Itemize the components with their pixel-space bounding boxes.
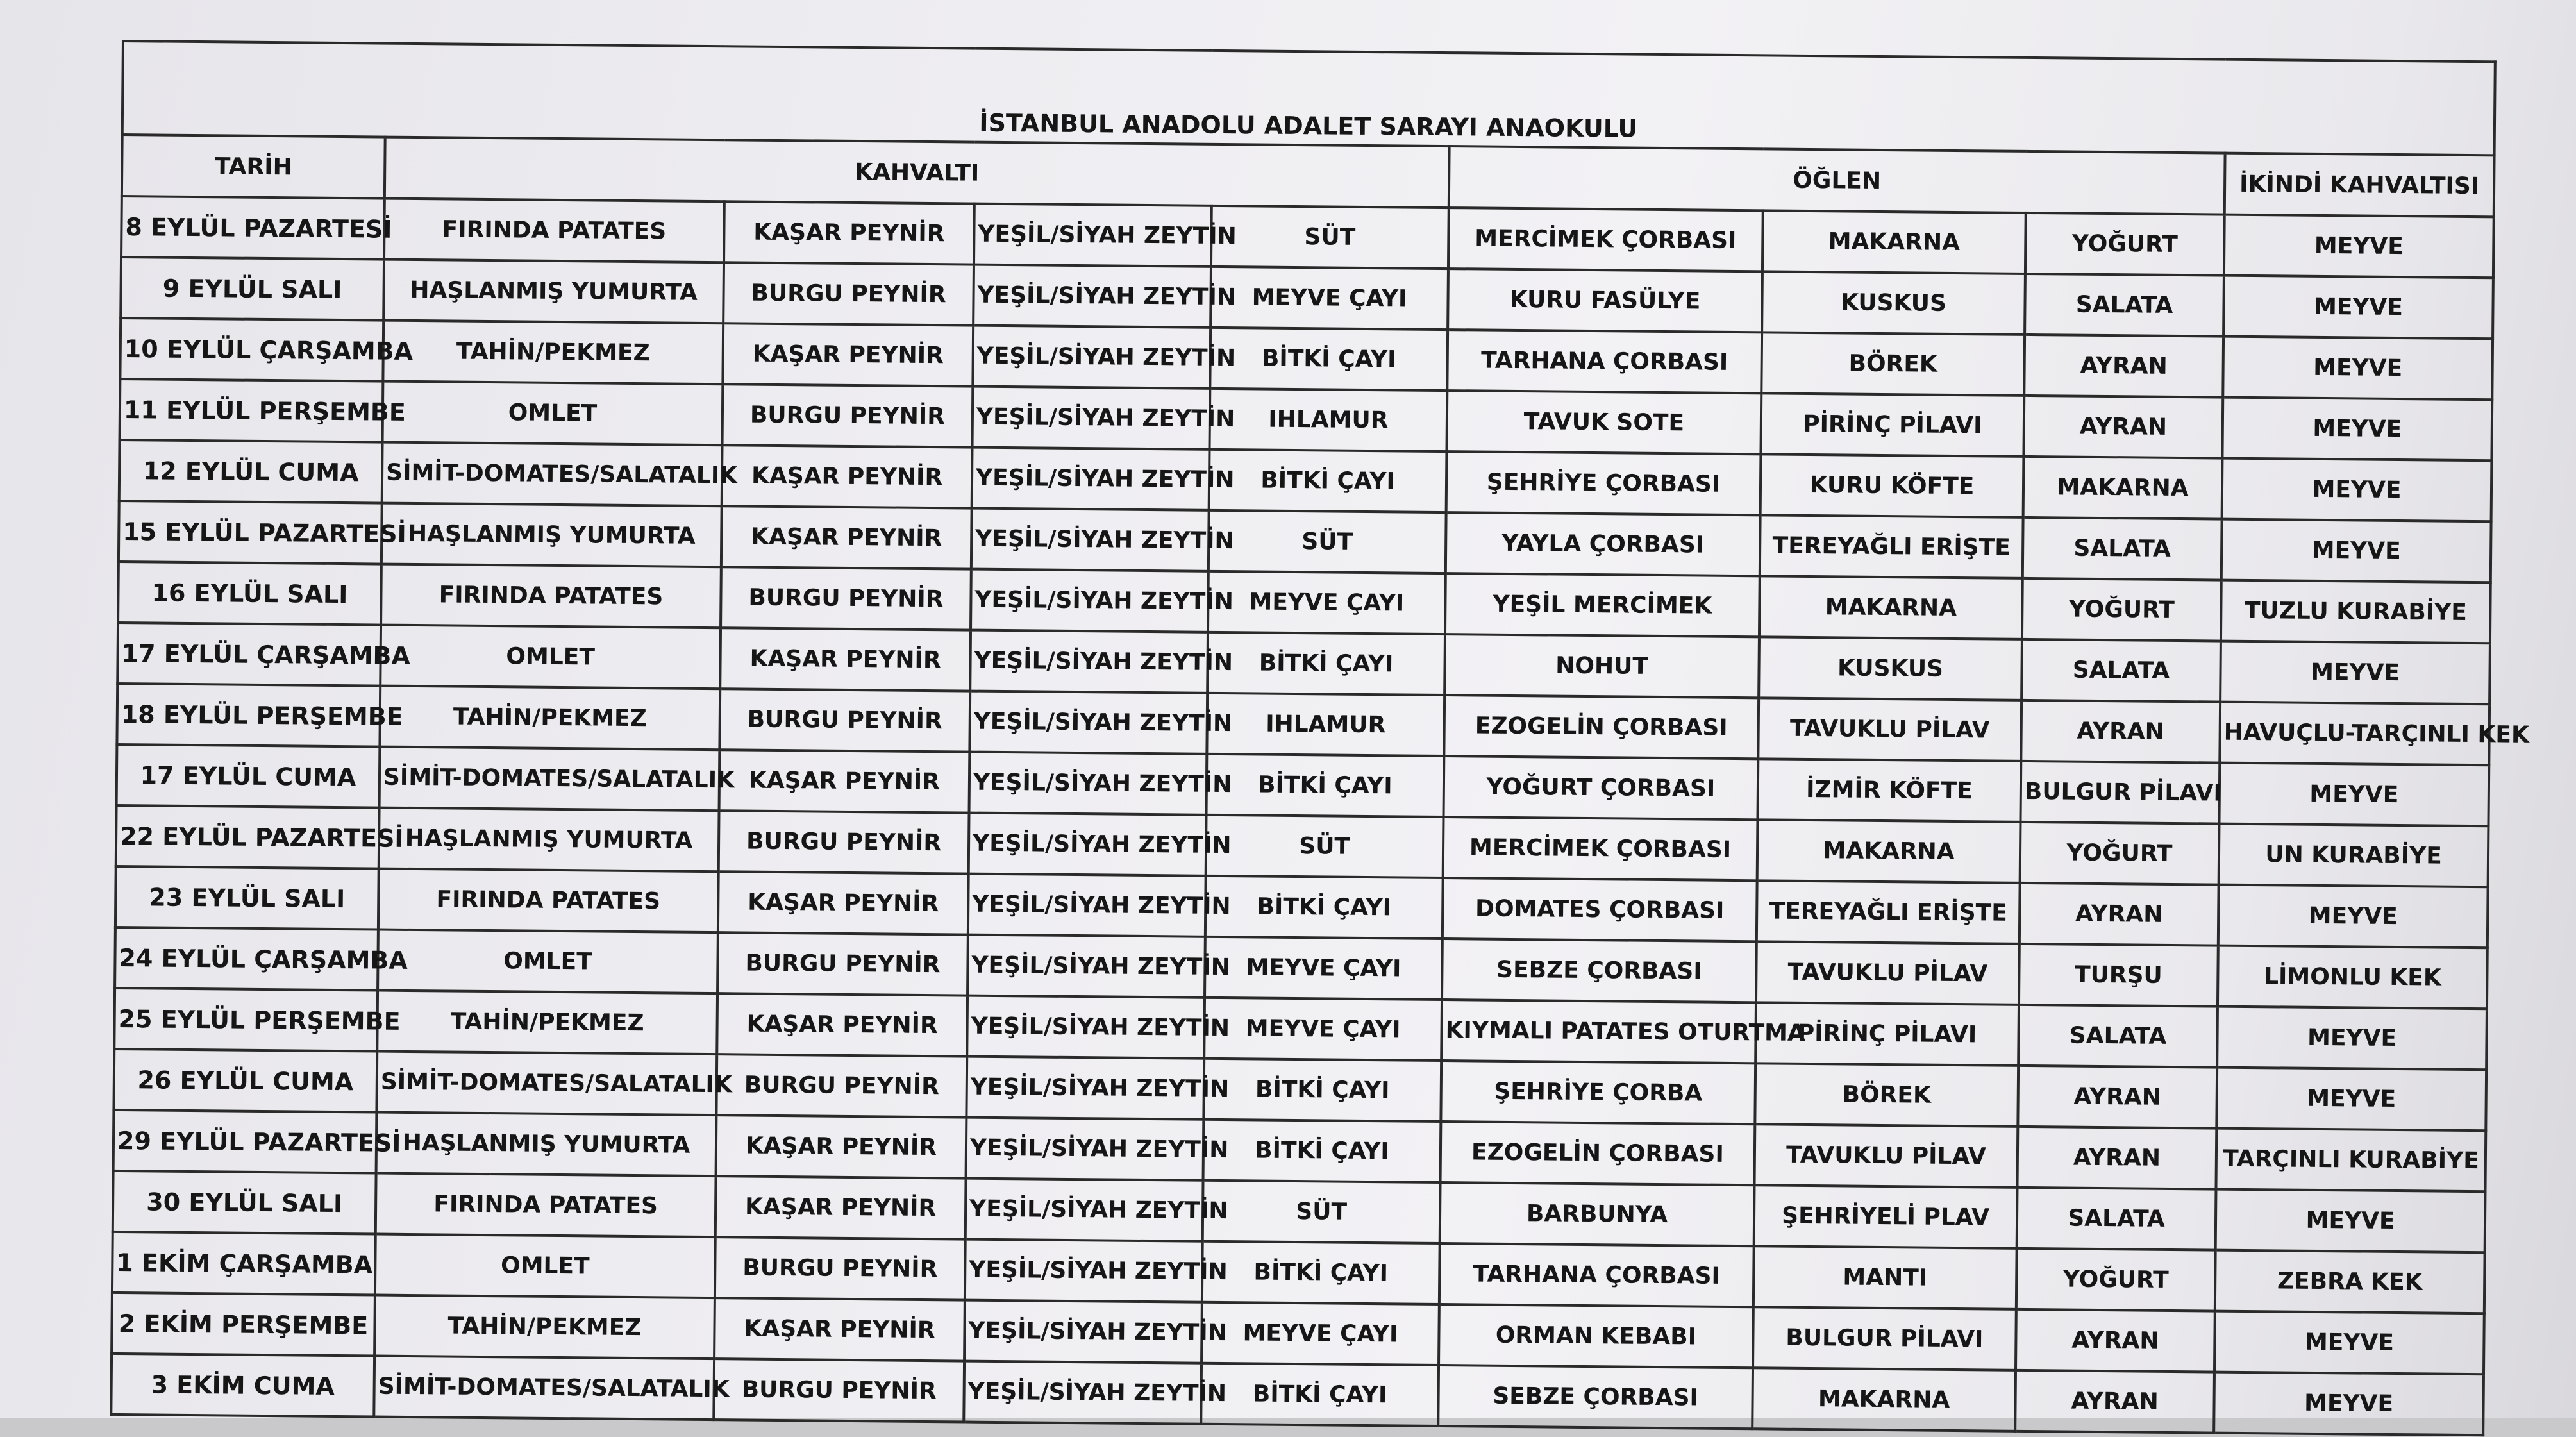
lunch-main-cell: TAVUKLU PİLAV: [1756, 941, 2020, 1005]
afternoon-snack-cell: ZEBRA KEK: [2215, 1250, 2485, 1314]
lunch-side-cell: AYRAN: [2020, 883, 2219, 946]
breakfast-main-cell: OMLET: [378, 930, 718, 994]
breakfast-olive-cell: YEŞİL/SİYAH ZEYTİN: [969, 691, 1207, 754]
breakfast-main-cell: TAHİN/PEKMEZ: [380, 686, 720, 750]
breakfast-drink-cell: SÜT: [1203, 1181, 1441, 1243]
afternoon-snack-cell: MEYVE: [2216, 1189, 2486, 1253]
afternoon-snack-cell: MEYVE: [2214, 1311, 2484, 1375]
date-cell: 15 EYLÜL PAZARTESİ: [119, 501, 382, 564]
afternoon-snack-cell: MEYVE: [2221, 519, 2491, 583]
date-cell: 3 EKİM CUMA: [111, 1354, 374, 1417]
afternoon-snack-cell: MEYVE: [2218, 885, 2488, 948]
breakfast-cheese-cell: KAŞAR PEYNİR: [719, 750, 970, 812]
breakfast-olive-cell: YEŞİL/SİYAH ZEYTİN: [971, 508, 1209, 571]
date-cell: 24 EYLÜL ÇARŞAMBA: [115, 927, 378, 991]
breakfast-drink-cell: IHLAMUR: [1209, 389, 1447, 451]
breakfast-drink-cell: MEYVE ÇAYI: [1205, 937, 1443, 1000]
breakfast-cheese-cell: KAŞAR PEYNİR: [724, 201, 974, 264]
breakfast-cheese-cell: BURGU PEYNİR: [715, 1237, 966, 1300]
breakfast-cheese-cell: KAŞAR PEYNİR: [715, 1176, 966, 1239]
afternoon-snack-cell: MEYVE: [2220, 641, 2490, 705]
breakfast-drink-cell: BİTKİ ÇAYI: [1205, 876, 1443, 939]
breakfast-olive-cell: YEŞİL/SİYAH ZEYTİN: [969, 752, 1207, 815]
breakfast-drink-cell: BİTKİ ÇAYI: [1203, 1059, 1441, 1122]
breakfast-main-cell: FIRINDA PATATES: [381, 564, 721, 628]
breakfast-cheese-cell: KAŞAR PEYNİR: [721, 506, 972, 569]
breakfast-cheese-cell: KAŞAR PEYNİR: [720, 628, 971, 691]
breakfast-cheese-cell: BURGU PEYNİR: [716, 1054, 967, 1117]
lunch-main-cell: MAKARNA: [1762, 210, 2026, 274]
lunch-main-cell: TAVUKLU PİLAV: [1758, 698, 2021, 761]
breakfast-main-cell: SİMİT-DOMATES/SALATALIK: [376, 1052, 717, 1116]
lunch-side-cell: AYRAN: [2024, 335, 2223, 398]
breakfast-olive-cell: YEŞİL/SİYAH ZEYTİN: [967, 935, 1205, 998]
menu-document: [110, 40, 2530, 1417]
breakfast-drink-cell: SÜT: [1206, 815, 1444, 878]
afternoon-snack-cell: HAVUÇLU-TARÇINLI KEK: [2220, 702, 2489, 766]
lunch-soup-cell: DOMATES ÇORBASI: [1443, 878, 1757, 941]
breakfast-cheese-cell: BURGU PEYNİR: [723, 262, 974, 325]
lunch-side-cell: AYRAN: [2017, 1127, 2216, 1189]
lunch-side-cell: SALATA: [2017, 1188, 2216, 1250]
lunch-soup-cell: YOĞURT ÇORBASI: [1444, 756, 1759, 819]
header-date: TARİH: [122, 135, 385, 199]
breakfast-drink-cell: BİTKİ ÇAYI: [1207, 754, 1444, 817]
afternoon-snack-cell: TUZLU KURABİYE: [2221, 580, 2491, 644]
lunch-main-cell: BÖREK: [1761, 332, 2025, 396]
afternoon-snack-cell: UN KURABİYE: [2219, 824, 2489, 887]
date-cell: 29 EYLÜL PAZARTESİ: [113, 1110, 377, 1173]
menu-table: [110, 40, 2530, 1436]
breakfast-drink-cell: BİTKİ ÇAYI: [1203, 1120, 1441, 1182]
breakfast-olive-cell: YEŞİL/SİYAH ZEYTİN: [967, 996, 1205, 1059]
date-cell: 11 EYLÜL PERŞEMBE: [120, 379, 383, 442]
breakfast-main-cell: FIRINDA PATATES: [378, 869, 719, 933]
lunch-soup-cell: ORMAN KEBABI: [1439, 1304, 1753, 1368]
lunch-main-cell: MANTI: [1753, 1246, 2017, 1309]
breakfast-cheese-cell: KAŞAR PEYNİR: [723, 323, 973, 386]
date-cell: 23 EYLÜL SALI: [115, 866, 379, 930]
lunch-soup-cell: YAYLA ÇORBASI: [1446, 512, 1761, 576]
lunch-side-cell: SALATA: [2023, 517, 2222, 580]
breakfast-cheese-cell: BURGU PEYNİR: [714, 1359, 964, 1422]
lunch-main-cell: KURU KÖFTE: [1761, 454, 2024, 517]
lunch-main-cell: PİRİNÇ PİLAVI: [1755, 1002, 2019, 1066]
breakfast-main-cell: SİMİT-DOMATES/SALATALIK: [380, 747, 720, 811]
lunch-main-cell: TEREYAĞLI ERİŞTE: [1760, 515, 2023, 578]
breakfast-main-cell: HAŞLANMIŞ YUMURTA: [376, 1113, 717, 1177]
breakfast-olive-cell: YEŞİL/SİYAH ZEYTİN: [973, 326, 1210, 389]
breakfast-main-cell: FIRINDA PATATES: [384, 199, 724, 263]
breakfast-main-cell: OMLET: [383, 382, 723, 446]
date-cell: 12 EYLÜL CUMA: [119, 440, 383, 503]
breakfast-cheese-cell: KAŞAR PEYNİR: [722, 445, 973, 508]
breakfast-drink-cell: SÜT: [1211, 206, 1449, 269]
header-afternoon-snack: İKİNDİ KAHVALTISI: [2225, 153, 2495, 217]
breakfast-olive-cell: YEŞİL/SİYAH ZEYTİN: [964, 1361, 1201, 1424]
breakfast-main-cell: SİMİT-DOMATES/SALATALIK: [374, 1356, 714, 1420]
afternoon-snack-cell: MEYVE: [2224, 215, 2494, 278]
afternoon-snack-cell: MEYVE: [2219, 763, 2489, 827]
afternoon-snack-cell: MEYVE: [2216, 1068, 2486, 1131]
lunch-main-cell: MAKARNA: [1759, 576, 2023, 639]
breakfast-olive-cell: YEŞİL/SİYAH ZEYTİN: [966, 1179, 1203, 1241]
lunch-soup-cell: BARBUNYA: [1440, 1182, 1755, 1246]
lunch-main-cell: PİRİNÇ PİLAVI: [1761, 393, 2024, 457]
date-cell: 22 EYLÜL PAZARTESİ: [116, 805, 380, 869]
breakfast-main-cell: HAŞLANMIŞ YUMURTA: [381, 503, 722, 567]
lunch-side-cell: AYRAN: [2018, 1066, 2217, 1129]
lunch-soup-cell: MERCİMEK ÇORBASI: [1448, 208, 1763, 271]
header-breakfast: KAHVALTI: [385, 137, 1450, 208]
breakfast-drink-cell: IHLAMUR: [1207, 693, 1444, 756]
lunch-side-cell: SALATA: [2021, 639, 2221, 702]
breakfast-drink-cell: MEYVE ÇAYI: [1208, 571, 1446, 634]
date-cell: 26 EYLÜL CUMA: [113, 1049, 377, 1113]
date-cell: 18 EYLÜL PERŞEMBE: [117, 684, 380, 747]
breakfast-main-cell: SİMİT-DOMATES/SALATALIK: [382, 442, 723, 507]
lunch-main-cell: ŞEHRİYELİ PLAV: [1754, 1185, 2018, 1248]
breakfast-main-cell: HAŞLANMIŞ YUMURTA: [383, 260, 724, 324]
breakfast-drink-cell: MEYVE ÇAYI: [1204, 998, 1442, 1061]
lunch-main-cell: TAVUKLU PİLAV: [1755, 1124, 2018, 1188]
lunch-soup-cell: EZOGELİN ÇORBASI: [1441, 1122, 1755, 1185]
breakfast-drink-cell: BİTKİ ÇAYI: [1209, 450, 1447, 512]
afternoon-snack-cell: MEYVE: [2223, 276, 2493, 339]
breakfast-drink-cell: SÜT: [1209, 510, 1446, 573]
breakfast-olive-cell: YEŞİL/SİYAH ZEYTİN: [972, 448, 1210, 510]
afternoon-snack-cell: MEYVE: [2214, 1372, 2484, 1436]
breakfast-olive-cell: YEŞİL/SİYAH ZEYTİN: [966, 1057, 1204, 1120]
lunch-side-cell: TURŞU: [2019, 944, 2218, 1007]
lunch-main-cell: İZMİR KÖFTE: [1757, 759, 2021, 822]
breakfast-drink-cell: BİTKİ ÇAYI: [1210, 328, 1448, 391]
lunch-main-cell: MAKARNA: [1752, 1368, 2016, 1431]
date-cell: 9 EYLÜL SALI: [121, 257, 384, 321]
breakfast-drink-cell: BİTKİ ÇAYI: [1202, 1241, 1440, 1304]
breakfast-cheese-cell: BURGU PEYNİR: [723, 384, 973, 447]
breakfast-cheese-cell: KAŞAR PEYNİR: [714, 1298, 965, 1361]
breakfast-olive-cell: YEŞİL/SİYAH ZEYTİN: [971, 569, 1209, 632]
breakfast-main-cell: FIRINDA PATATES: [376, 1173, 716, 1238]
lunch-soup-cell: SEBZE ÇORBASI: [1442, 939, 1757, 1002]
header-lunch: ÖĞLEN: [1449, 146, 2225, 215]
date-cell: 10 EYLÜL ÇARŞAMBA: [120, 318, 383, 382]
date-cell: 2 EKİM PERŞEMBE: [112, 1293, 375, 1356]
lunch-side-cell: YOĞURT: [2022, 578, 2221, 641]
lunch-side-cell: SALATA: [2018, 1005, 2218, 1068]
lunch-soup-cell: TARHANA ÇORBASI: [1447, 330, 1762, 393]
lunch-side-cell: AYRAN: [2015, 1370, 2214, 1433]
breakfast-drink-cell: MEYVE ÇAYI: [1210, 267, 1448, 330]
breakfast-main-cell: TAHİN/PEKMEZ: [377, 991, 717, 1055]
lunch-soup-cell: EZOGELİN ÇORBASI: [1444, 695, 1759, 759]
lunch-soup-cell: SEBZE ÇORBASI: [1438, 1365, 1753, 1429]
breakfast-cheese-cell: BURGU PEYNİR: [721, 567, 971, 630]
breakfast-cheese-cell: KAŞAR PEYNİR: [716, 1115, 967, 1178]
breakfast-olive-cell: YEŞİL/SİYAH ZEYTİN: [973, 265, 1211, 328]
lunch-soup-cell: ŞEHRİYE ÇORBASI: [1446, 451, 1761, 515]
lunch-soup-cell: YEŞİL MERCİMEK: [1445, 573, 1760, 637]
breakfast-drink-cell: BİTKİ ÇAYI: [1207, 632, 1445, 695]
date-cell: 30 EYLÜL SALI: [113, 1171, 376, 1234]
breakfast-cheese-cell: KAŞAR PEYNİR: [718, 871, 969, 934]
date-cell: 25 EYLÜL PERŞEMBE: [114, 988, 378, 1052]
breakfast-main-cell: TAHİN/PEKMEZ: [374, 1295, 715, 1359]
lunch-soup-cell: NOHUT: [1444, 634, 1759, 698]
lunch-main-cell: MAKARNA: [1757, 819, 2021, 883]
afternoon-snack-cell: MEYVE: [2222, 398, 2492, 461]
school-title: İSTANBUL ANADOLU ADALET SARAYI ANAOKULU: [122, 101, 2495, 155]
lunch-soup-cell: MERCİMEK ÇORBASI: [1443, 817, 1758, 880]
lunch-side-cell: YOĞURT: [2020, 822, 2220, 885]
breakfast-olive-cell: YEŞİL/SİYAH ZEYTİN: [969, 813, 1207, 876]
lunch-side-cell: AYRAN: [2023, 396, 2223, 458]
breakfast-olive-cell: YEŞİL/SİYAH ZEYTİN: [966, 1118, 1204, 1181]
breakfast-cheese-cell: BURGU PEYNİR: [719, 811, 969, 873]
breakfast-main-cell: TAHİN/PEKMEZ: [383, 321, 723, 385]
breakfast-main-cell: HAŞLANMIŞ YUMURTA: [379, 808, 719, 872]
afternoon-snack-cell: LİMONLU KEK: [2218, 946, 2488, 1009]
breakfast-olive-cell: YEŞİL/SİYAH ZEYTİN: [973, 387, 1210, 450]
afternoon-snack-cell: MEYVE: [2223, 337, 2493, 400]
breakfast-olive-cell: YEŞİL/SİYAH ZEYTİN: [965, 1240, 1203, 1302]
breakfast-olive-cell: YEŞİL/SİYAH ZEYTİN: [964, 1300, 1202, 1363]
afternoon-snack-cell: MEYVE: [2222, 458, 2492, 522]
date-cell: 16 EYLÜL SALI: [118, 562, 381, 625]
breakfast-olive-cell: YEŞİL/SİYAH ZEYTİN: [970, 630, 1208, 693]
breakfast-cheese-cell: KAŞAR PEYNİR: [717, 993, 967, 1056]
lunch-soup-cell: TARHANA ÇORBASI: [1439, 1243, 1754, 1307]
date-cell: 17 EYLÜL CUMA: [117, 744, 380, 808]
lunch-side-cell: MAKARNA: [2023, 457, 2223, 519]
lunch-soup-cell: KURU FASÜLYE: [1448, 269, 1762, 332]
lunch-side-cell: SALATA: [2025, 274, 2224, 337]
lunch-main-cell: TEREYAĞLI ERİŞTE: [1757, 880, 2020, 944]
date-cell: 1 EKİM ÇARŞAMBA: [112, 1232, 376, 1295]
breakfast-olive-cell: YEŞİL/SİYAH ZEYTİN: [968, 874, 1206, 937]
lunch-main-cell: BULGUR PİLAVI: [1753, 1307, 2016, 1370]
lunch-side-cell: BULGUR PİLAVI: [2020, 761, 2220, 824]
lunch-side-cell: YOĞURT: [2016, 1248, 2216, 1311]
date-cell: 8 EYLÜL PAZARTESİ: [121, 196, 385, 260]
afternoon-snack-cell: MEYVE: [2217, 1007, 2487, 1070]
lunch-soup-cell: KIYMALI PATATES OTURTMA: [1441, 1000, 1756, 1063]
lunch-main-cell: KUSKUS: [1759, 637, 2022, 700]
lunch-side-cell: AYRAN: [2021, 700, 2220, 763]
breakfast-olive-cell: YEŞİL/SİYAH ZEYTİN: [974, 204, 1212, 267]
breakfast-main-cell: OMLET: [380, 625, 721, 689]
breakfast-drink-cell: BİTKİ ÇAYI: [1201, 1363, 1439, 1426]
date-cell: 17 EYLÜL ÇARŞAMBA: [117, 623, 381, 686]
lunch-soup-cell: TAVUK SOTE: [1446, 391, 1761, 454]
lunch-soup-cell: ŞEHRİYE ÇORBA: [1441, 1061, 1755, 1124]
breakfast-cheese-cell: BURGU PEYNİR: [719, 689, 970, 752]
lunch-main-cell: BÖREK: [1755, 1063, 2018, 1127]
lunch-side-cell: AYRAN: [2016, 1309, 2215, 1372]
lunch-side-cell: YOĞURT: [2025, 213, 2225, 276]
breakfast-drink-cell: MEYVE ÇAYI: [1201, 1302, 1439, 1365]
lunch-main-cell: KUSKUS: [1762, 271, 2025, 335]
afternoon-snack-cell: TARÇINLI KURABİYE: [2216, 1129, 2486, 1192]
breakfast-cheese-cell: BURGU PEYNİR: [717, 932, 968, 995]
breakfast-main-cell: OMLET: [375, 1234, 715, 1298]
